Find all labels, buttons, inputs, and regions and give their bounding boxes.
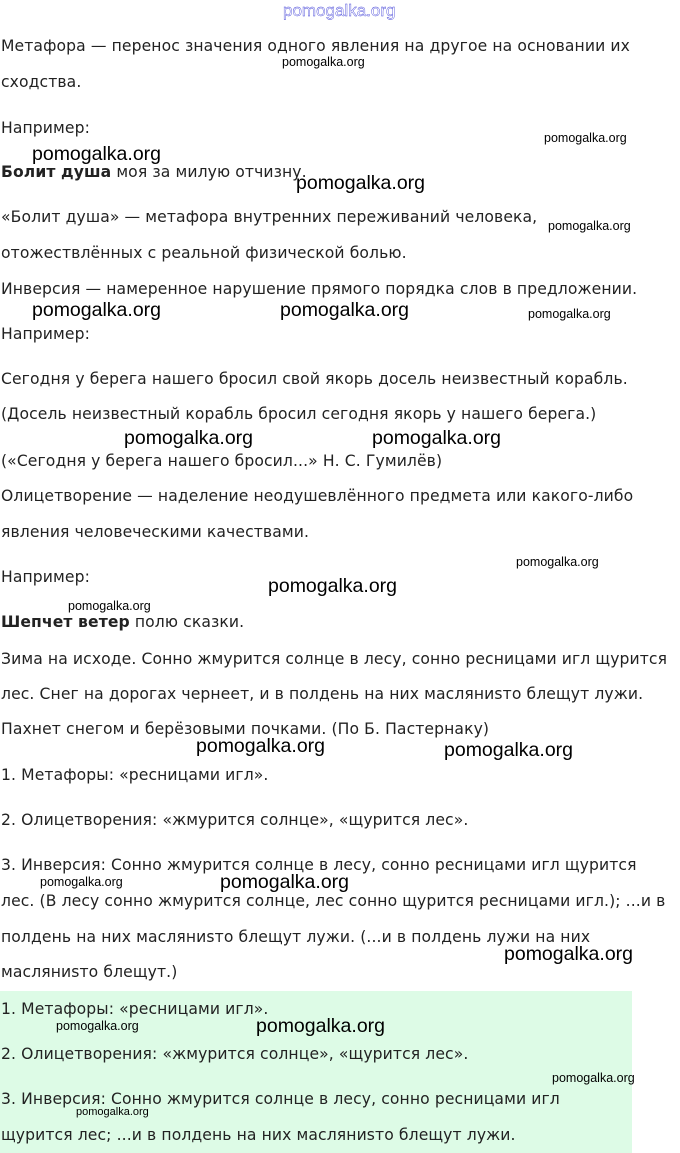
watermark: pomogalka.org — [76, 1106, 149, 1118]
phrase-rest: полю сказки. — [129, 613, 245, 631]
text-line: 3. Инверсия: Сонно жмурится солнце в лесу, сонно ресницами игл щурится — [1, 856, 637, 874]
text-line: Пахнет снегом и берёзовыми почками. (По Б. Пастернаку) — [1, 720, 490, 738]
watermark: pomogalka.org — [296, 172, 425, 194]
watermark: pomogalka.org — [504, 943, 633, 965]
watermark-header: pomogalka.org — [283, 1, 396, 20]
text-line: 2. Олицетворения: «жмурится солнце», «щурится лес». — [1, 811, 469, 829]
phrase-rest: моя за милую отчизну. — [111, 163, 307, 181]
text-line: явления человеческими качествами. — [1, 523, 310, 541]
text-line: масляниsто блещут.) — [1, 963, 178, 981]
text-line: Сегодня у берега нашего бросил свой якорь досель неизвестный корабль. — [1, 370, 628, 388]
watermark: pomogalka.org — [544, 131, 627, 145]
watermark: pomogalka.org — [124, 427, 253, 449]
text-line: Например: — [1, 568, 90, 586]
text-line: отожествлённых с реальной физической болью. — [1, 244, 407, 262]
watermark: pomogalka.org — [196, 735, 325, 757]
text-line: «Болит душа» — метафора внутренних переживаний человека, — [1, 208, 538, 226]
watermark: pomogalka.org — [220, 871, 349, 893]
watermark: pomogalka.org — [372, 427, 501, 449]
watermark: pomogalka.org — [56, 1019, 139, 1033]
watermark: pomogalka.org — [552, 1071, 635, 1085]
watermark: pomogalka.org — [32, 299, 161, 321]
text-line: (Досель неизвестный корабль бросил сегодня якорь у нашего берега.) — [1, 405, 597, 423]
text-line: полдень на них масляниsто блещут лужи. (...и в полдень лужи на них — [1, 928, 591, 946]
text-line: («Сегодня у берега нашего бросил...» Н. С. Гумилёв) — [1, 452, 443, 470]
watermark: pomogalka.org — [282, 55, 365, 69]
text-line: лес. (В лесу сонно жмурится солнце, лес сонно щурится ресницами игл.); ...и в — [1, 892, 666, 910]
watermark: pomogalka.org — [256, 1015, 385, 1037]
watermark: pomogalka.org — [516, 555, 599, 569]
text-line: лес. Снег на дорогах чернеет, и в полдень на них масляниsто блещут лужи. — [1, 685, 644, 703]
answer-line: 1. Метафоры: «ресницами игл». — [1, 1000, 269, 1018]
bold-phrase: Болит душа — [1, 163, 112, 181]
watermark: pomogalka.org — [40, 875, 123, 889]
text-line — [1, 612, 244, 632]
text-line: сходства. — [1, 73, 82, 91]
watermark: pomogalka.org — [528, 307, 611, 321]
watermark: pomogalka.org — [548, 219, 631, 233]
watermark: pomogalka.org — [32, 143, 161, 165]
text-line: 1. Метафоры: «ресницами игл». — [1, 766, 269, 784]
watermark: pomogalka.org — [268, 575, 397, 597]
answer-line: щурится лес; ...и в полдень на них масляниsто блещут лужи. — [1, 1126, 516, 1144]
text-line: Инверсия — намеренное нарушение прямого порядка слов в предложении. — [1, 280, 638, 298]
text-line: Например: — [1, 119, 90, 137]
text-line: Олицетворение — наделение неодушевлённого предмета или какого-либо — [1, 487, 634, 505]
answer-line: 2. Олицетворения: «жмурится солнце», «щурится лес». — [1, 1045, 469, 1063]
text-line: Зима на исходе. Сонно жмурится солнце в лесу, сонно ресницами игл щурится — [1, 650, 668, 668]
watermark: pomogalka.org — [280, 299, 409, 321]
watermark: pomogalka.org — [444, 739, 573, 761]
bold-phrase: Шепчет ветер — [1, 613, 130, 631]
watermark: pomogalka.org — [68, 599, 151, 613]
text-line: Например: — [1, 325, 90, 343]
text-line: Метафора — перенос значения одного явления на другое на основании их — [1, 37, 630, 55]
answer-line: 3. Инверсия: Сонно жмурится солнце в лесу, сонно ресницами игл — [1, 1090, 560, 1108]
